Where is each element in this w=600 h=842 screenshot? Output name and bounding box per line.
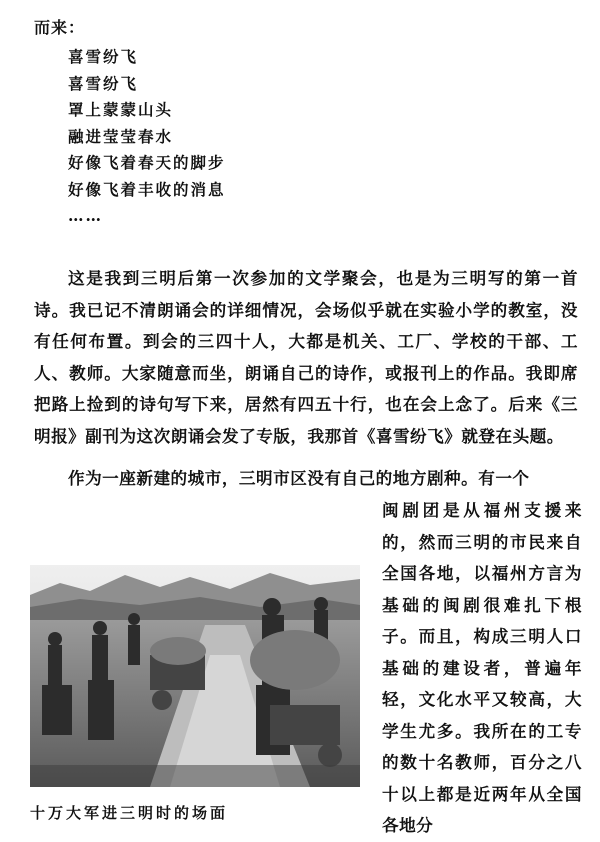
poem-ellipsis: …… [68, 206, 103, 225]
poem-line: 好像飞着春天的脚步 [68, 153, 226, 172]
body-paragraph-2-first-line: 作为一座新建的城市，三明市区没有自己的地方剧种。有一个 [68, 468, 530, 488]
poem [68, 44, 226, 230]
photo-illustration [30, 565, 360, 787]
intro-text: 而来： [34, 18, 86, 37]
photo-caption: 十万大军进三明时的场面 [30, 804, 229, 822]
poem-line: 喜雪纷飞 [68, 73, 139, 93]
body-paragraph-2-side-column: 闽剧团是从福州支援来的，然而三明的市民来自全国各地，以福州方言为基础的闽剧很难扎下根子。而且，构成三明人口基础的建设者，普遍年轻，文化水平又较高，大学生尤多。我所在的工专的数十名教师，百分之八十以上都是近两年从全国各地分 [382, 500, 582, 835]
body-paragraph-1: 这是我到三明后第一次参加的文学聚会，也是为三明写的第一首诗。我已记不清朗诵会的详细情况，会场似乎就在实验小学的教室，没有任何布置。到会的三四十人，大都是机关、工厂、学校的干部、工人、教师。大家随意而坐，朗诵自己的诗作，或报刊上的作品。我即席把路上捡到的诗句写下来，居然有四五十行，也在会上念了。后来《三明报》副刊为这次朗诵会发了专版，我那首《喜雪纷飞》就登在头题。 [34, 268, 578, 446]
poem-line: 融进莹莹春水 [68, 126, 174, 146]
poem-line: 罩上蒙蒙山头 [68, 100, 174, 119]
historical-photo [30, 565, 360, 787]
poem-line: 喜雪纷飞 [68, 47, 139, 66]
poem-line: 好像飞着丰收的消息 [68, 179, 226, 199]
